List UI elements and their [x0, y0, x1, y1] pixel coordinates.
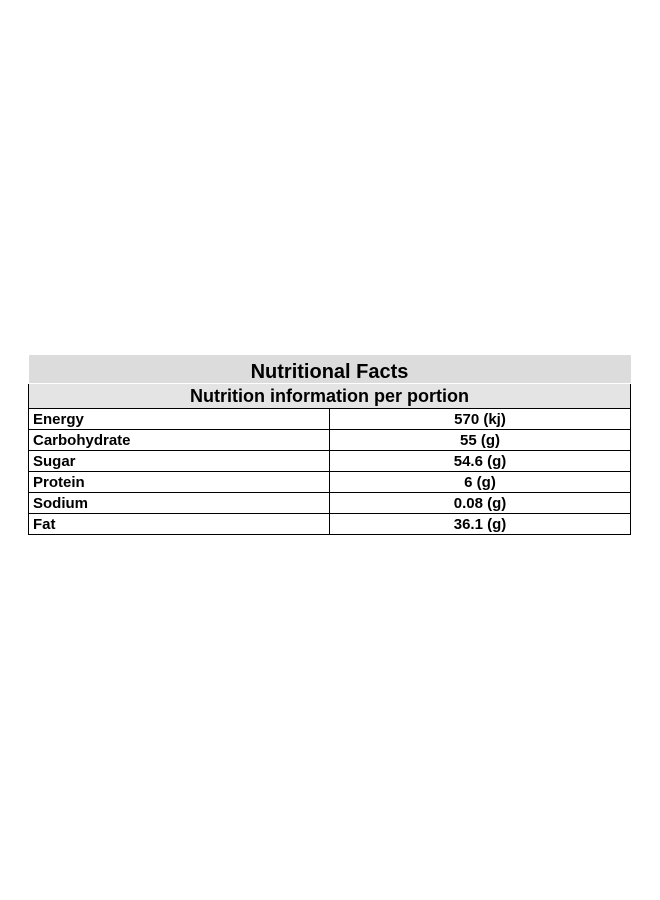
table-row-energy [29, 409, 631, 430]
nutrient-name: Energy [29, 409, 330, 430]
subtitle-row [29, 384, 631, 409]
nutrient-value: 6 (g) [330, 472, 631, 493]
nutrition-facts-table [28, 355, 631, 535]
nutrient-value: 570 (kj) [330, 409, 631, 430]
table-title: Nutritional Facts [29, 355, 631, 384]
nutrient-name: Sugar [29, 451, 330, 472]
table-row-fat [29, 514, 631, 535]
nutrient-value: 55 (g) [330, 430, 631, 451]
title-row [29, 355, 631, 384]
nutrient-name: Sodium [29, 493, 330, 514]
table-row-sugar [29, 451, 631, 472]
table-row-protein [29, 472, 631, 493]
nutrient-value: 36.1 (g) [330, 514, 631, 535]
nutrient-name: Protein [29, 472, 330, 493]
nutrient-name: Carbohydrate [29, 430, 330, 451]
nutrient-value: 0.08 (g) [330, 493, 631, 514]
table-subtitle: Nutrition information per portion [29, 384, 631, 409]
nutrient-value: 54.6 (g) [330, 451, 631, 472]
table-row-carbohydrate [29, 430, 631, 451]
table-row-sodium [29, 493, 631, 514]
nutrient-name: Fat [29, 514, 330, 535]
